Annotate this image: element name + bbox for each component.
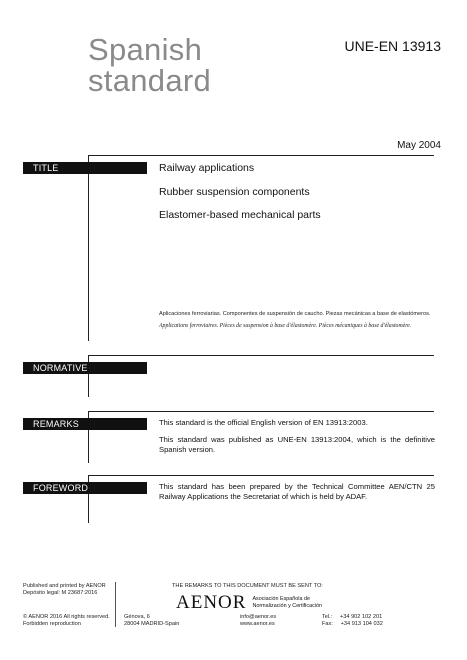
foreword-section-rule (88, 475, 434, 476)
foreword-section-label: FOREWORD (23, 482, 147, 494)
copyright: © AENOR 2016 All rights reserved. (23, 614, 110, 620)
title-section-rule (88, 155, 434, 156)
title-line-3: Elastomer-based mechanical parts (159, 209, 321, 221)
aenor-logo (176, 592, 322, 614)
address-line-2: 28004 MADRID-Spain (124, 621, 180, 627)
contact-phone: Tel.: +34 902 102 201 (322, 614, 383, 620)
aenor-logo-sub-line2: Normalización y Certificación (252, 603, 322, 609)
document-type-title (88, 34, 211, 96)
remarks-section-rule (88, 411, 434, 412)
aenor-logo-word: AENOR (176, 592, 247, 613)
legal-deposit: Depósito legal: M 23687:2016 (23, 590, 98, 596)
published-by: Published and printed by AENOR (23, 583, 106, 589)
remarks-sent-to: THE REMARKS TO THIS DOCUMENT MUST BE SENT TO: (172, 583, 323, 589)
aenor-logo-subtitle (252, 596, 322, 609)
remarks-paragraph-2: This standard was published as UNE-EN 13913:2004, which is the definitive Spanish version. (159, 435, 435, 454)
foreword-paragraph: This standard has been prepared by the Technical Committee AEN/CTN 25 Railway Applications the Secretariat of which is held by ADAF. (159, 482, 435, 501)
contact-website: www.aenor.es (240, 621, 275, 627)
document-type-line2: standard (88, 63, 212, 98)
contact-fax: Fax: +34 913 104 032 (322, 621, 383, 627)
aenor-logo-sub-line1: Asociación Española de (252, 596, 310, 603)
standard-code: UNE-EN 13913 (344, 38, 441, 54)
french-title: Applications ferroviaires. Pièces de suspension à base d'élastomère. Pièces mécaniques à base d'élastomère. (159, 323, 412, 329)
normative-section-rule (88, 355, 434, 356)
title-section-vline (88, 155, 89, 341)
spanish-title: Aplicaciones ferroviarias. Componentes de suspensión de caucho. Piezas mecánicas a base de elastómeros. (159, 311, 431, 317)
remarks-paragraph-1: This standard is the official English version of EN 13913:2003. (159, 418, 368, 427)
title-line-1: Railway applications (159, 162, 255, 174)
normative-section-label: NORMATIVE (23, 362, 147, 374)
forbidden-reproduction: Forbidden reproduction (23, 621, 81, 627)
title-section-label: TITLE (23, 162, 147, 174)
address-line-1: Génova, 6 (124, 614, 150, 620)
remarks-section-label: REMARKS (23, 418, 147, 430)
footer-divider (115, 582, 116, 627)
contact-email: info@aenor.es (240, 614, 277, 620)
publication-date: May 2004 (397, 140, 441, 151)
document-type-line1: Spanish (88, 32, 203, 67)
title-line-2: Rubber suspension components (159, 186, 310, 198)
